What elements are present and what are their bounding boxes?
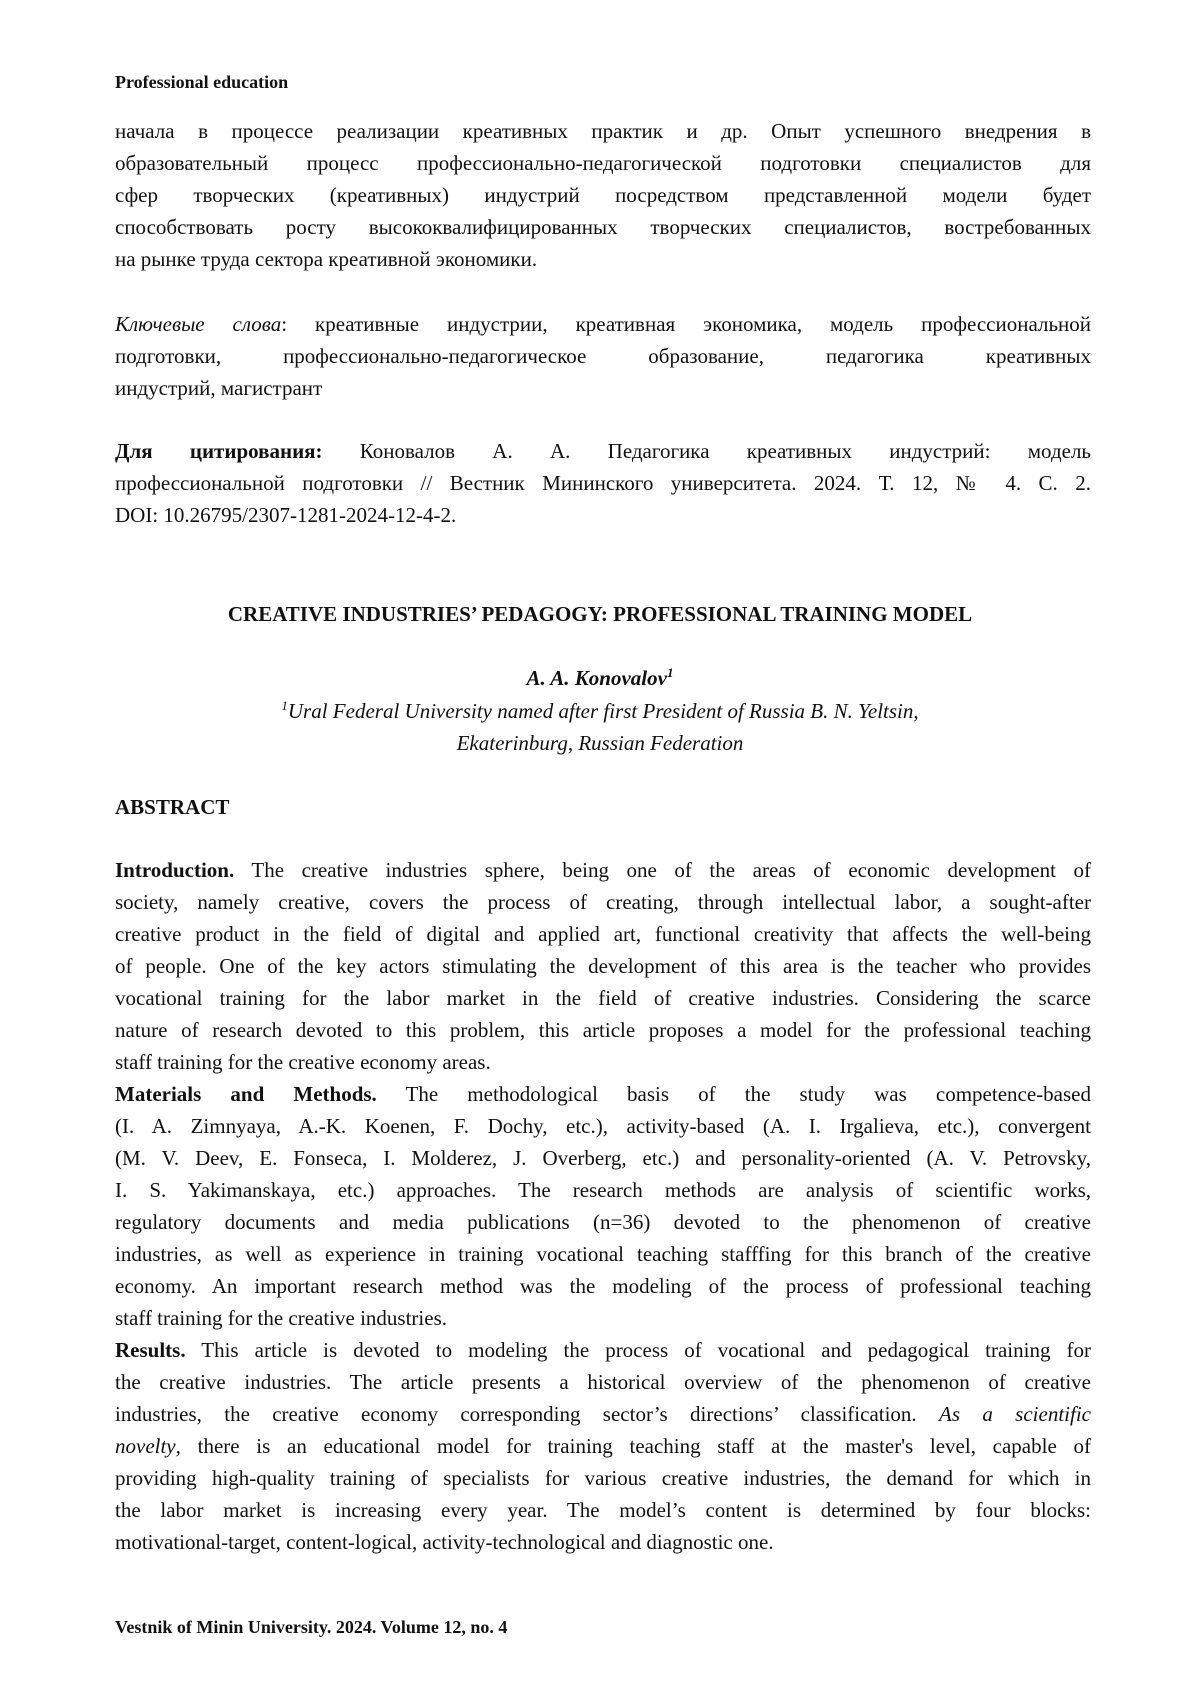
abstract-paragraph: [115, 1334, 1091, 1558]
text-run: The methodological basis of the study was competence-based: [377, 1082, 1091, 1106]
italic-run: Ключевые слова: [115, 312, 281, 336]
text-run: the labor market is increasing every year. The model’s content is determined by four blocks:: [115, 1498, 1091, 1522]
text-run: образовательный процесс профессионально-педагогической подготовки специалистов для: [115, 151, 1091, 175]
text-run: индустрий, магистрант: [115, 376, 322, 400]
text-run: industries, as well as experience in training vocational teaching stafffing for this branch of the creative: [115, 1242, 1091, 1266]
text-run: nature of research devoted to this problem, this article proposes a model for the professional teaching: [115, 1018, 1091, 1042]
text-line: [115, 499, 1091, 531]
text-run: creative product in the field of digital and applied art, functional creativity that affects the well-being: [115, 922, 1091, 946]
text-run: of people. One of the key actors stimulating the development of this area is the teacher who provides: [115, 954, 1091, 978]
text-line: [115, 1142, 1091, 1174]
affiliation-line-1: [0, 695, 1200, 727]
text-line: [115, 1174, 1091, 1206]
text-line: [115, 1078, 1091, 1110]
affiliation-text: Ural Federal University named after first President of Russia B. N. Yeltsin,: [288, 699, 919, 723]
text-run: providing high-quality training of specialists for various creative industries, the demand for which in: [115, 1466, 1091, 1490]
text-line: [115, 1526, 1091, 1558]
text-run: (I. A. Zimnyaya, A.-K. Koenen, F. Dochy, etc.), activity-based (A. I. Irgalieva, etc.), convergent: [115, 1114, 1091, 1138]
text-run: Коновалов А. А. Педагогика креативных индустрий: модель: [323, 439, 1091, 463]
text-line: [115, 147, 1091, 179]
text-run: на рынке труда сектора креативной экономики.: [115, 247, 537, 271]
text-line: [115, 435, 1091, 467]
affiliation-mark: 1: [281, 698, 288, 713]
text-run: economy. An important research method was the modeling of the process of professional teaching: [115, 1274, 1091, 1298]
text-line: [115, 179, 1091, 211]
author-affiliation-mark: 1: [667, 665, 674, 680]
abstract-heading: ABSTRACT: [115, 791, 1091, 823]
english-abstract: [115, 854, 1091, 1558]
text-run: подготовки, профессионально-педагогическое образование, педагогика креативных: [115, 344, 1091, 368]
affiliation-line-2: Ekaterinburg, Russian Federation: [0, 727, 1200, 759]
text-line: [115, 982, 1091, 1014]
text-run: vocational training for the labor market in the field of creative industries. Considering the scarce: [115, 986, 1091, 1010]
text-line: [115, 1334, 1091, 1366]
russian-citation: [115, 435, 1091, 531]
text-run: DOI: 10.26795/2307-1281-2024-12-4-2.: [115, 503, 456, 527]
russian-keywords: [115, 308, 1091, 404]
text-line: [115, 1462, 1091, 1494]
text-run: motivational-target, content-logical, activity-technological and diagnostic one.: [115, 1530, 774, 1554]
bold-run: Results.: [115, 1338, 186, 1362]
text-line: [115, 886, 1091, 918]
text-run: This article is devoted to modeling the process of vocational and pedagogical training for: [186, 1338, 1091, 1362]
abstract-paragraph: [115, 1078, 1091, 1334]
abstract-paragraph: [115, 854, 1091, 1078]
text-run: профессиональной подготовки // Вестник Мининского университета. 2024. Т. 12, № 4. С. 2.: [115, 471, 1091, 495]
bold-run: Для цитирования:: [115, 439, 323, 463]
text-run: : креативные индустрии, креативная экономика, модель профессиональной: [281, 312, 1091, 336]
text-line: [115, 1398, 1091, 1430]
text-run: staff training for the creative industries.: [115, 1306, 447, 1330]
text-line: [115, 1494, 1091, 1526]
italic-run: novelty: [115, 1434, 176, 1458]
text-line: [115, 1302, 1091, 1334]
italic-run: As a scientific: [939, 1402, 1091, 1426]
text-line: [115, 918, 1091, 950]
author-name: A. A. Konovalov: [527, 666, 667, 690]
bold-run: Introduction.: [115, 858, 234, 882]
text-line: [115, 1366, 1091, 1398]
text-line: [115, 115, 1091, 147]
text-line: [115, 1046, 1091, 1078]
author: [0, 662, 1200, 694]
text-run: the creative industries. The article presents a historical overview of the phenomenon of creative: [115, 1370, 1091, 1394]
text-line: [115, 1238, 1091, 1270]
text-run: staff training for the creative economy areas.: [115, 1050, 491, 1074]
text-line: [115, 340, 1091, 372]
text-line: [115, 1014, 1091, 1046]
text-run: The creative industries sphere, being one of the areas of economic development of: [234, 858, 1091, 882]
bold-run: Materials and Methods.: [115, 1082, 377, 1106]
text-run: regulatory documents and media publications (n=36) devoted to the phenomenon of creative: [115, 1210, 1091, 1234]
article-title: CREATIVE INDUSTRIES’ PEDAGOGY: PROFESSIONAL TRAINING MODEL: [0, 598, 1200, 630]
text-line: [115, 1110, 1091, 1142]
text-line: [115, 854, 1091, 886]
text-run: I. S. Yakimanskaya, etc.) approaches. The research methods are analysis of scientific works,: [115, 1178, 1091, 1202]
text-line: [115, 1206, 1091, 1238]
text-run: способствовать росту высококвалифицированных творческих специалистов, востребованных: [115, 215, 1091, 239]
text-line: [115, 308, 1091, 340]
text-run: industries, the creative economy corresponding sector’s directions’ classification.: [115, 1402, 939, 1426]
text-run: начала в процессе реализации креативных практик и др. Опыт успешного внедрения в: [115, 119, 1091, 143]
text-line: [115, 1270, 1091, 1302]
text-line: [115, 243, 1091, 275]
text-line: [115, 211, 1091, 243]
text-run: (M. V. Deev, E. Fonseca, I. Molderez, J. Overberg, etc.) and personality-oriented (A. V. Petrovsky,: [115, 1146, 1091, 1170]
running-footer: Vestnik of Minin University. 2024. Volume 12, no. 4: [115, 1617, 507, 1638]
text-run: society, namely creative, covers the process of creating, through intellectual labor, a sought-after: [115, 890, 1091, 914]
text-line: [115, 1430, 1091, 1462]
russian-abstract-end: [115, 115, 1091, 275]
text-run: , there is an educational model for training teaching staff at the master's level, capable of: [176, 1434, 1091, 1458]
text-run: сфер творческих (креативных) индустрий посредством представленной модели будет: [115, 183, 1091, 207]
text-line: [115, 372, 1091, 404]
running-header: Professional education: [115, 72, 288, 93]
text-line: [115, 950, 1091, 982]
text-line: [115, 467, 1091, 499]
